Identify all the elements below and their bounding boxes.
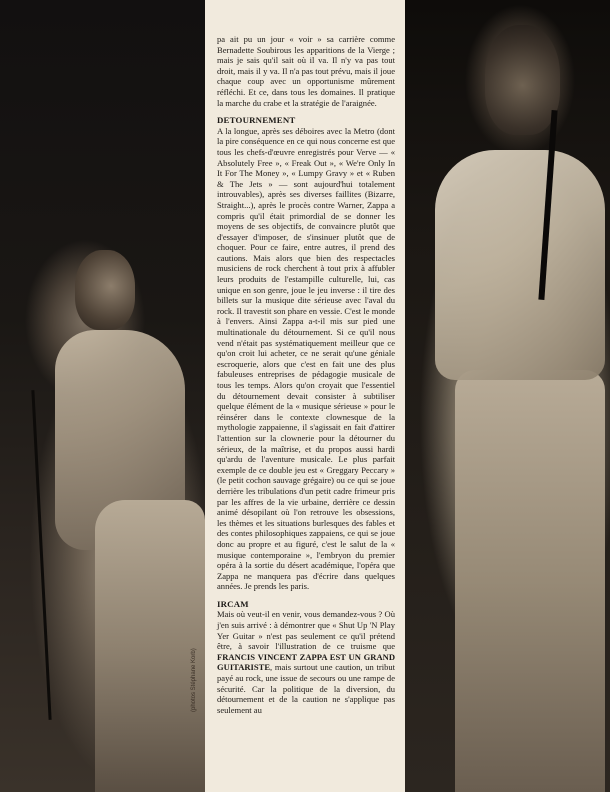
section-body-ircam [217,609,395,715]
section-body-ircam-end: , mais surtout une caution, un tribut payé au rock, une issue de secours ou une rampe de sécurité. Car la politique de la diversion, du détournement et de la caution ne s'applique pas seulement au [217,662,395,715]
section-body-ircam-emphasis: FRANCIS VINCENT ZAPPA EST UN GRAND GUITARISTE [217,651,395,673]
performer-legs [455,370,605,792]
performer-head [75,250,135,330]
performer-head [485,25,560,135]
performer-legs [95,500,205,792]
photo-credit: (photos Stéphane Korb) [191,648,197,712]
article-column [205,0,405,792]
performer-shirt [435,150,605,380]
concert-photo-left [0,0,205,792]
concert-photo-right [405,0,610,792]
article-intro: pa ait pu un jour « voir » sa carrière comme Bernadette Soubirous les apparitions de la Vierge ; mais je sais qu'il sait où il va. Il n'y va pas tout droit, mais il y va. Il n'a pas tout prévu, mais il joue chaque coup avec un opportunisme mûrement réfléchi. Et ce, dans tous les domaines. Il pratique la marche du crabe et la stratégie de l'araignée. [217,34,395,108]
microphone-cable [31,390,51,720]
section-body-ircam-start: Mais où veut-il en venir, vous demandez-vous ? Où j'en suis arrivé : à démontrer que « Shut Up 'N Play Yer Guitar » n'est pas seulement ce qu'il prétend être, à savoir l'illustration de ce truisme que [217,609,395,652]
section-heading-ircam: IRCAM [217,598,249,609]
section-body-detournement: A la longue, après ses déboires avec la Metro (dont la pire conséquence en ce qui nous concerne est que tous les chefs-d'œuvre enregistrés pour Verve — « Absolutely Free », « Freak Out », « We're Only In It For The Money », « Lumpy Gravy » et « Ruben & The Jets » — sont aujourd'hui totalement introuvables), après ses diverses faillites (Bizarre, Straight...), après le procès contre Warner, Zappa a compris qu'il était primordial de se donner les moyens de ses objectifs, de convaincre plutôt que d'essayer d'imposer, de s'insinuer plutôt que de choquer. Pour ce faire, entre autres, il prend des cautions. Mais alors que bien des respectacles musiciens de rock cherchent à tout prix à affubler leurs produits de l'estampille culturelle, lui, cas unique en son genre, joue le jeu inverse : il tire des billets sur la musique dite sérieuse avec l'aval du rock. Il travestit son phare en vessie. C'est le monde à l'envers. Ainsi Zappa a-t-il mis sur pied une multinationale du détournement. Si ce qu'il nous vend n'était pas systématiquement meilleur que ce qu'on croit lui acheter, ce ne serait qu'une géniale escroquerie, alors que c'est en fait une des plus fabuleuses entreprises de pédagogie musicale de tous les temps. Alors qu'on croyait que l'essentiel du détournement devait consister à subtiliser quelque élément de la « musique sérieuse » pour le réinsérer dans le contexte clownesque de la mythologie zappaienne, il s'agissait en fait d'attirer l'attention sur la clownerie pour la détourner du sérieux, de la maîtrise, et du propos aussi hardi qu'ardu de l'aventure musicale. Le plus parfait exemple de ce double jeu est « Greggary Peccary » (le petit cochon sauvage grégaire) ou ce qui se joue derrière les tribulations d'un petit cadre frimeur pris par les affres de la vie urbaine, derrière ce dessin animé désopilant où l'on retrouve les obsessions, les thèmes et les situations burlesques des fables et des contes philosophiques zappaiens, ce qui se joue donc au propre et au figuré, c'est le salut de la « musique contemporaine », l'embryon du premier opéra à la sortie du désert académique, l'opéra que Zappa ne manquera pas d'écrire dans quelques années. Je prends les paris. [217,125,395,592]
section-heading-detournement: DETOURNEMENT [217,115,296,126]
